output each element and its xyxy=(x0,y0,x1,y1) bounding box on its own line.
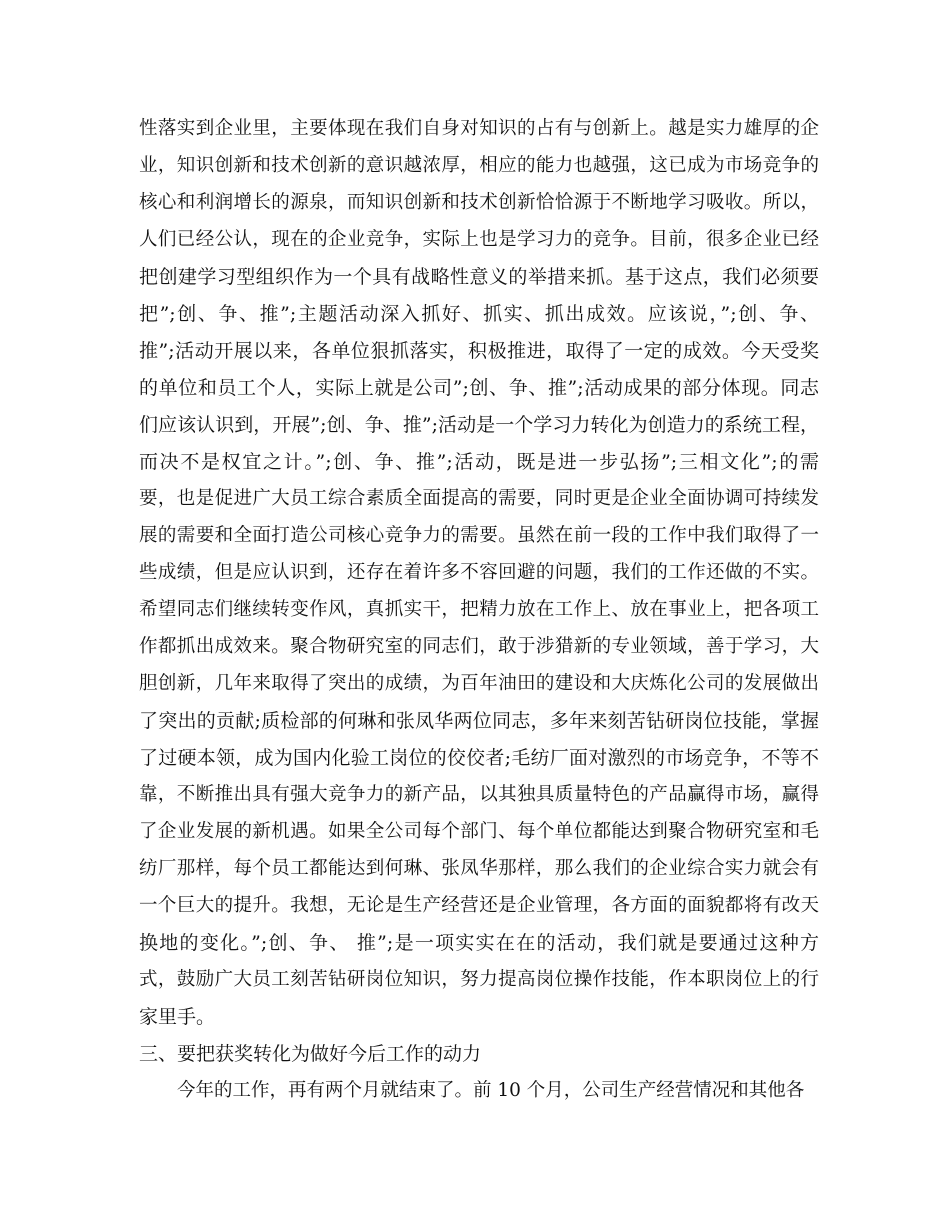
body-text-line: 靠，不断推出具有强大竞争力的新产品，以其独具质量特色的产品赢得市场，赢得 xyxy=(139,784,819,805)
body-text-line: 式，鼓励广大员工刻苦钻研岗位知识，努力提高岗位操作技能，作本职岗位上的行 xyxy=(139,969,819,990)
body-text-line: 希望同志们继续转变作风，真抓实干，把精力放在工作上、放在事业上，把各项工 xyxy=(139,599,819,620)
body-text-line: 纺厂那样，每个员工都能达到何琳、张凤华那样，那么我们的企业综合实力就会有 xyxy=(139,858,819,879)
body-text-line: 展的需要和全面打造公司核心竞争力的需要。虽然在前一段的工作中我们取得了一 xyxy=(139,525,819,546)
body-text-line: 业，知识创新和技术创新的意识越浓厚，相应的能力也越强，这已成为市场竞争的 xyxy=(139,155,819,176)
body-text-line: 们应该认识到，开展”;创、争、推”;活动是一个学习力转化为创造力的系统工程， xyxy=(139,414,819,436)
body-text-line: 了企业发展的新机遇。如果全公司每个部门、每个单位都能达到聚合物研究室和毛 xyxy=(139,821,819,842)
body-text-line: 核心和利润增长的源泉，而知识创新和技术创新恰恰源于不断地学习吸收。所以， xyxy=(139,192,819,213)
body-text-line: 把创建学习型组织作为一个具有战略性意义的举措来抓。基于这点，我们必须要 xyxy=(139,266,819,288)
body-text-line: 了突出的贡献;质检部的何琳和张凤华两位同志，多年来刻苦钻研岗位技能，掌握 xyxy=(139,710,819,732)
body-text-line: 推”;活动开展以来，各单位狠抓落实，积极推进，取得了一定的成效。今天受奖 xyxy=(139,340,819,362)
body-text-line: 人们已经公认，现在的企业竞争，实际上也是学习力的竞争。目前，很多企业已经 xyxy=(139,229,819,250)
body-text-line: 换地的变化。”;创、争、 推”;是一项实实在在的活动，我们就是要通过这种方 xyxy=(139,932,819,954)
body-text-line: 了过硬本领，成为国内化验工岗位的佼佼者;毛纺厂面对激烈的市场竞争，不等不 xyxy=(139,747,819,769)
body-text-line: 胆创新，几年来取得了突出的成绩，为百年油田的建设和大庆炼化公司的发展做出 xyxy=(139,673,819,694)
body-text-line: 性落实到企业里，主要体现在我们自身对知识的占有与创新上。越是实力雄厚的企 xyxy=(139,118,819,139)
section-heading: 三、要把获奖转化为做好今后工作的动力 xyxy=(139,1043,482,1065)
body-text-line: 把”;创、争、推”;主题活动深入抓好、抓实、抓出成效。应该说，”;创、争、 xyxy=(139,303,819,325)
body-text-line: 作都抓出成效来。聚合物研究室的同志们，敢于涉猎新的专业领域，善于学习，大 xyxy=(139,636,819,657)
body-text-line: 要，也是促进广大员工综合素质全面提高的需要，同时更是企业全面协调可持续发 xyxy=(139,488,819,509)
body-text-line: 而决不是权宜之计。”;创、争、推”;活动，既是进一步弘扬”;三相文化”;的需 xyxy=(139,451,819,473)
body-text-line: 些成绩，但是应认识到，还存在着许多不容回避的问题，我们的工作还做的不实。 xyxy=(139,562,819,583)
body-text-line: 的单位和员工个人，实际上就是公司”;创、争、推”;活动成果的部分体现。同志 xyxy=(139,377,819,399)
body-text-line: 一个巨大的提升。我想，无论是生产经营还是企业管理，各方面的面貌都将有改天 xyxy=(139,895,819,916)
paragraph-first-line: 今年的工作，再有两个月就结束了。前 10 个月，公司生产经营情况和其他各 xyxy=(177,1080,805,1101)
body-text-line: 家里手。 xyxy=(139,1006,216,1028)
